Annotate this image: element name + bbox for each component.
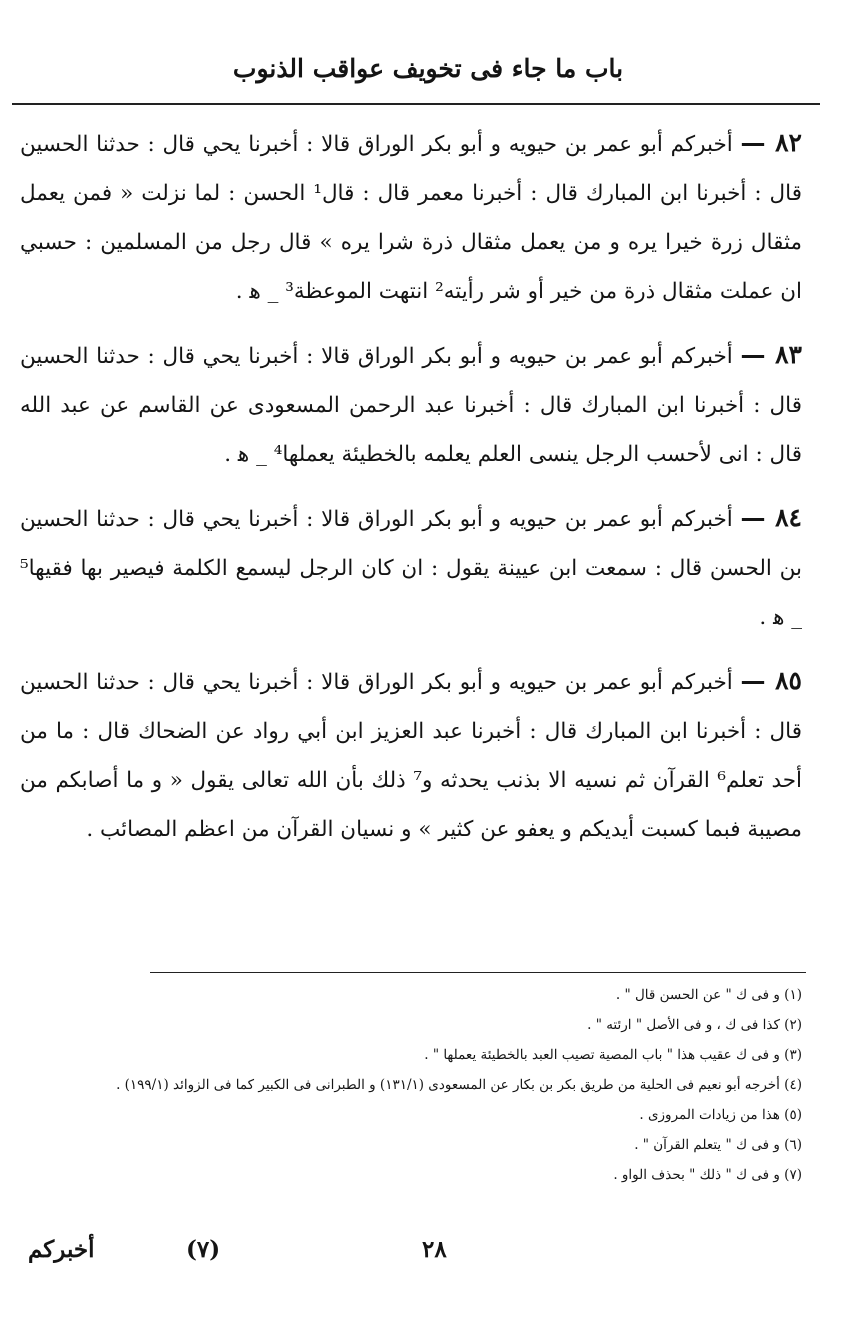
hadith-text: أخبركم أبو عمر بن حيويه و أبو بكر الوراق قالا : أخبرنا يحي قال : حدثنا الحسين قال : أخبرنا ابن المبارك قال : أخبرنا معمر قال : قال¹ الحسن : لما نزلت « فمن يعمل مثقال زرة خيرا يره و من يعمل مثقال ذرة شرا يره » قال رجل من المسلمين : حسبي ان عملت مثقال ذرة من خير أو شر رأيته² انتهت الموعظة³ _ ﻫ . <box>20 132 803 304</box>
header-rule <box>12 103 820 105</box>
footnote-2: (٢) كذا فى ك ، و فى الأصل " ارئته " . <box>587 1017 802 1033</box>
signature-mark: (٧) <box>186 1236 221 1263</box>
footnote-rule <box>150 972 806 973</box>
catchword: أخبركم <box>28 1236 95 1263</box>
hadith-number: ٨٣ — <box>740 340 802 369</box>
hadith-83 <box>20 330 802 479</box>
hadith-82 <box>20 118 802 316</box>
hadith-text: أخبركم أبو عمر بن حيويه و أبو بكر الوراق قالا : أخبرنا يحي قال : حدثنا الحسين بن الحسن قال : سمعت ابن عيينة يقول : ان كان الرجل ليسمع الكلمة فيصير بها فقيها⁵ _ ﻫ . <box>20 507 802 630</box>
hadith-84 <box>20 493 802 642</box>
hadith-85 <box>20 656 802 854</box>
hadith-number: ٨٥ — <box>740 666 802 695</box>
footnote-6: (٦) و فى ك " يتعلم القرآن " . <box>634 1137 802 1153</box>
footnote-5: (٥) هذا من زيادات المروزى . <box>639 1107 802 1123</box>
footnote-3: (٣) و فى ك عقيب هذا " باب المصية تصيب العبد بالخطيئة يعملها " . <box>424 1047 802 1063</box>
footnote-4: (٤) أخرجه أبو نعيم فى الحلية من طريق بكر بن بكار عن المسعودى (١٣١/١) و الطبرانى فى الكبير كما فى الزوائد (١٩٩/١) . <box>116 1077 802 1093</box>
main-text <box>20 118 802 868</box>
hadith-number: ٨٤ — <box>740 503 802 532</box>
hadith-text: أخبركم أبو عمر بن حيويه و أبو بكر الوراق قالا : أخبرنا يحي قال : حدثنا الحسين قال : أخبرنا ابن المبارك قال : أخبرنا عبد العزيز ابن أبي رواد عن الضحاك قال : ما من أحد تعلم⁶ القرآن ثم نسيه الا بذنب يحدثه و⁷ ذلك بأن الله تعالى يقول « و ما أصابكم من مصيبة فبما كسبت أيديكم و يعفو عن كثير » و نسيان القرآن من اعظم المصائب . <box>20 670 802 842</box>
hadith-number: ٨٢ — <box>740 128 802 157</box>
chapter-title: باب ما جاء فى تخويف عواقب الذنوب <box>232 54 624 83</box>
footnotes <box>12 980 802 1190</box>
page-number: ٢٨ <box>422 1236 447 1263</box>
footnote-1: (١) و فى ك " عن الحسن قال " . <box>615 987 802 1003</box>
hadith-text: أخبركم أبو عمر بن حيويه و أبو بكر الوراق قالا : أخبرنا يحي قال : حدثنا الحسين قال : أخبرنا ابن المبارك قال : أخبرنا عبد الرحمن المسعودى عن القاسم عن عبد الله قال : انى لأحسب الرجل ينسى العلم يعلمه بالخطيئة يعملها⁴ _ ﻫ . <box>20 344 802 467</box>
footnote-7: (٧) و فى ك " ذلك " بحذف الواو . <box>613 1167 802 1183</box>
